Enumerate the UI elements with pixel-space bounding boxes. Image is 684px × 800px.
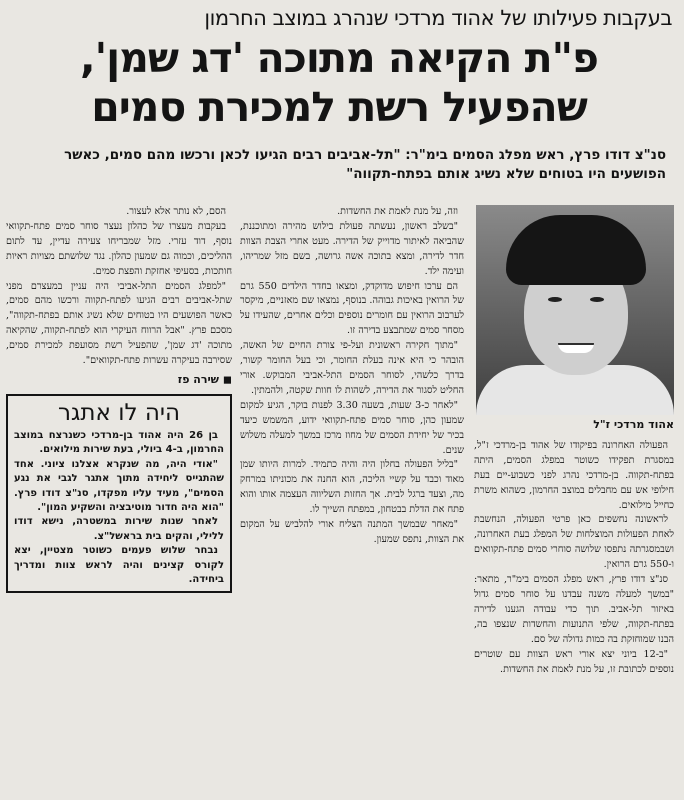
- paragraph: "מאחר שבמשך המתנה הצליח אורי להלביש על המקום את הצוות, נתפס שמעון.: [240, 519, 464, 545]
- paragraph: "אודי היה, מה שנקרא אצלנו ציוני. אחד שהתגייס ליחידה מתוך אתגר לגבי את נגע הסמים", מעיד עליו מפקדו, סנ"צ דודו פרץ. "הוא היה חדור מוטיבציה והשקיע המון".: [14, 458, 224, 513]
- paragraph: בעקבות מעצרו של כהלון נעצר סוחר סמים פתח-תקוואי נוסף, דוד עזרי. מזל שמבריחו צעירה עדיין, עד לתום ההליכים, וכמוה גם שמעון כהלון. נגד שלושתם מצויות ראיות חותכות, בסעיפי אחזקת והפצת סמים.: [6, 220, 232, 277]
- paragraph: הפעולה האחרונה בפיקודו של אהוד בן-מרדכי ז"ל, במסגרת תפקידו כשוטר במפלג הסמים, היתה בפתח-תקווה. בן-מרדכי נהרג לפני כשבוע-יים בעת חילופי אש עם מחבלים במוצב החרמון, כשהוא משרת כחייל מילואים.: [474, 439, 674, 511]
- paragraph: סנ"צ דודו פרץ, ראש מפלג הסמים בימ"ר, מתאר: "במשך למעלה משנה עבדנו על סוחר סמים גדול באיזור תל-אביב. תוך כדי עבודה הגענו לדירה בפתח-תקווה, שלפי התנועות והחשדות שנצפו בה, הבנו שמוחזקת בה כמות גדולה של סם.: [474, 574, 674, 645]
- paragraph: הסם, לא נותר אלא לעצור.: [126, 206, 226, 217]
- subheadline: סנ"צ דודו פרץ, ראש מפלג הסמים בימ"ר: "תל-אביבים רבים הגיעו לכאן ורכשו מהם סמים, כאשר הפושעים היו בטוחים שלא נשיג אותם בפתח-תקווה": [64, 147, 666, 182]
- article-column-1: [474, 205, 674, 677]
- paragraph: וזה, על מנת לאמת את החשדות.: [337, 206, 458, 217]
- photo-caption: אהוד מרדכי ז"ל: [593, 418, 674, 431]
- sidebar-box-title: היה לו אתגר: [57, 399, 181, 426]
- paragraph: נבחר שלוש פעמים כשוטר מצטיין, יצא לקורס קצינים והיה לראש צוות ומדריך ביחידה.: [14, 545, 224, 585]
- sidebar-box-text: [14, 429, 224, 587]
- paragraph: לאחר שנות שירות במשטרה, נישא דודו ללילי, והקים בית בראשל"צ.: [14, 516, 224, 542]
- paragraph: "בשלב ראשון, נעשתה פעולת בילוש מהירה ומתוכננת, שהביאה לאיתור מדוייק של הדירה. מעט אחרי הצבת הצוות חדר לדירה, ומצא בתוכה אשה גרושה, בשם מזל שמריהו, ועימה ילד.: [240, 220, 464, 277]
- byline: ◼ שירה פז: [177, 372, 232, 386]
- article-column-3: [6, 205, 232, 593]
- paragraph: "מתוך חקירה ראשונית ועל-פי צורת החיים של האשה, הובהר כי היא אינה בעלת החומר, וכי בעל החומר קשור, בדרך כלשהי, לסוחר הסמים התל-אביבי המבוקש. אורי החליט לסגור את הדירה, לשהות לו חוות שקטה, ולהמתין.: [240, 340, 464, 396]
- portrait-photo: [476, 205, 674, 415]
- paragraph: בן 26 היה אהוד בן-מרדכי כשנרצח במוצב החרמון, ב-4 ביולי, בעת שירות מילואים.: [14, 429, 224, 456]
- headline-line-2: שהפעיל רשת למכירת סמים: [91, 83, 587, 131]
- paragraph: לראשונה נחשפים כאן פרטי הפעולה, הנחשבת לאחת הפעולות המוצלחות של המפלג בעת האחרונה, ושבמסגרתה נתפסו שלושה סוחרי סמים פתח-תקוואים ו-550 גרם הרואין.: [474, 514, 674, 571]
- paragraph: "לאחר כ-3 שעות, בשעה 3.30 לפנות בוקר, הגיע למקום שמעון כהן, סוחר סמים פתח-תקוואי ידוע, המשמש כיעד בכיר של יחידת הסמים של מחוז מרכז במשך למעלה משלוש שנים.: [240, 399, 464, 456]
- sidebar-box: [6, 394, 232, 593]
- paragraph: "בליל הפעולה בחלון היה והיה כתמיד. למרות היותו שמן מאוד וכבד על קשיי הליכה, הוא החנה את מכוניתו במרחק מה, וצעד ברגל לבית. אך החזות השליווה העצמה אותו והוא פתח את הדלת בבטחון, במפתח השייך לו.: [240, 459, 464, 516]
- paragraph: "למפלג הסמים התל-אביבי היה עניין במעצרם מפני שתל-אביבים רבים הגיעו לפתח-תקווה ורכשו מהם סמים, כאשר הפושעים היו בטוחים שלא נשיג אותם בפתח-תקווה", מסכם פרץ. "אבל הרווח העיקרי הוא לפתח-תקווה, שהקיאה מתוכה 'דג שמן', שהפעיל רשת מסועפת למכירת סמים, שסירבה בעיקרה עשרות פתח-תקוואים".: [6, 280, 232, 367]
- kicker-line: בעקבות פעילותו של אהוד מרדכי שנהרג במוצב החרמון: [204, 6, 672, 30]
- headline: [4, 34, 674, 132]
- paragraph: "ב-12 ביוני יצא אורי ראש הצוות עם שוטרים נוספים לכתובת זו, על מנת לאמת את החשדות.: [474, 648, 674, 675]
- article-column-2: [240, 205, 464, 795]
- headline-line-1: פ"ת הקיאה מתוכה 'דג שמן',: [80, 34, 598, 82]
- paragraph: הם ערכו חיפוש מדוקדק, ומצאו בחדר הילדים 550 גרם של הרואין באיכות גבוהה. בנוסף, נמצאו שם מאזניים, מיקסר לערבוב הרואין עם חומרים נוספים וכלים אחרים, שהעידו על מסחר סמים שמתבצע בדירה זו.: [240, 280, 464, 337]
